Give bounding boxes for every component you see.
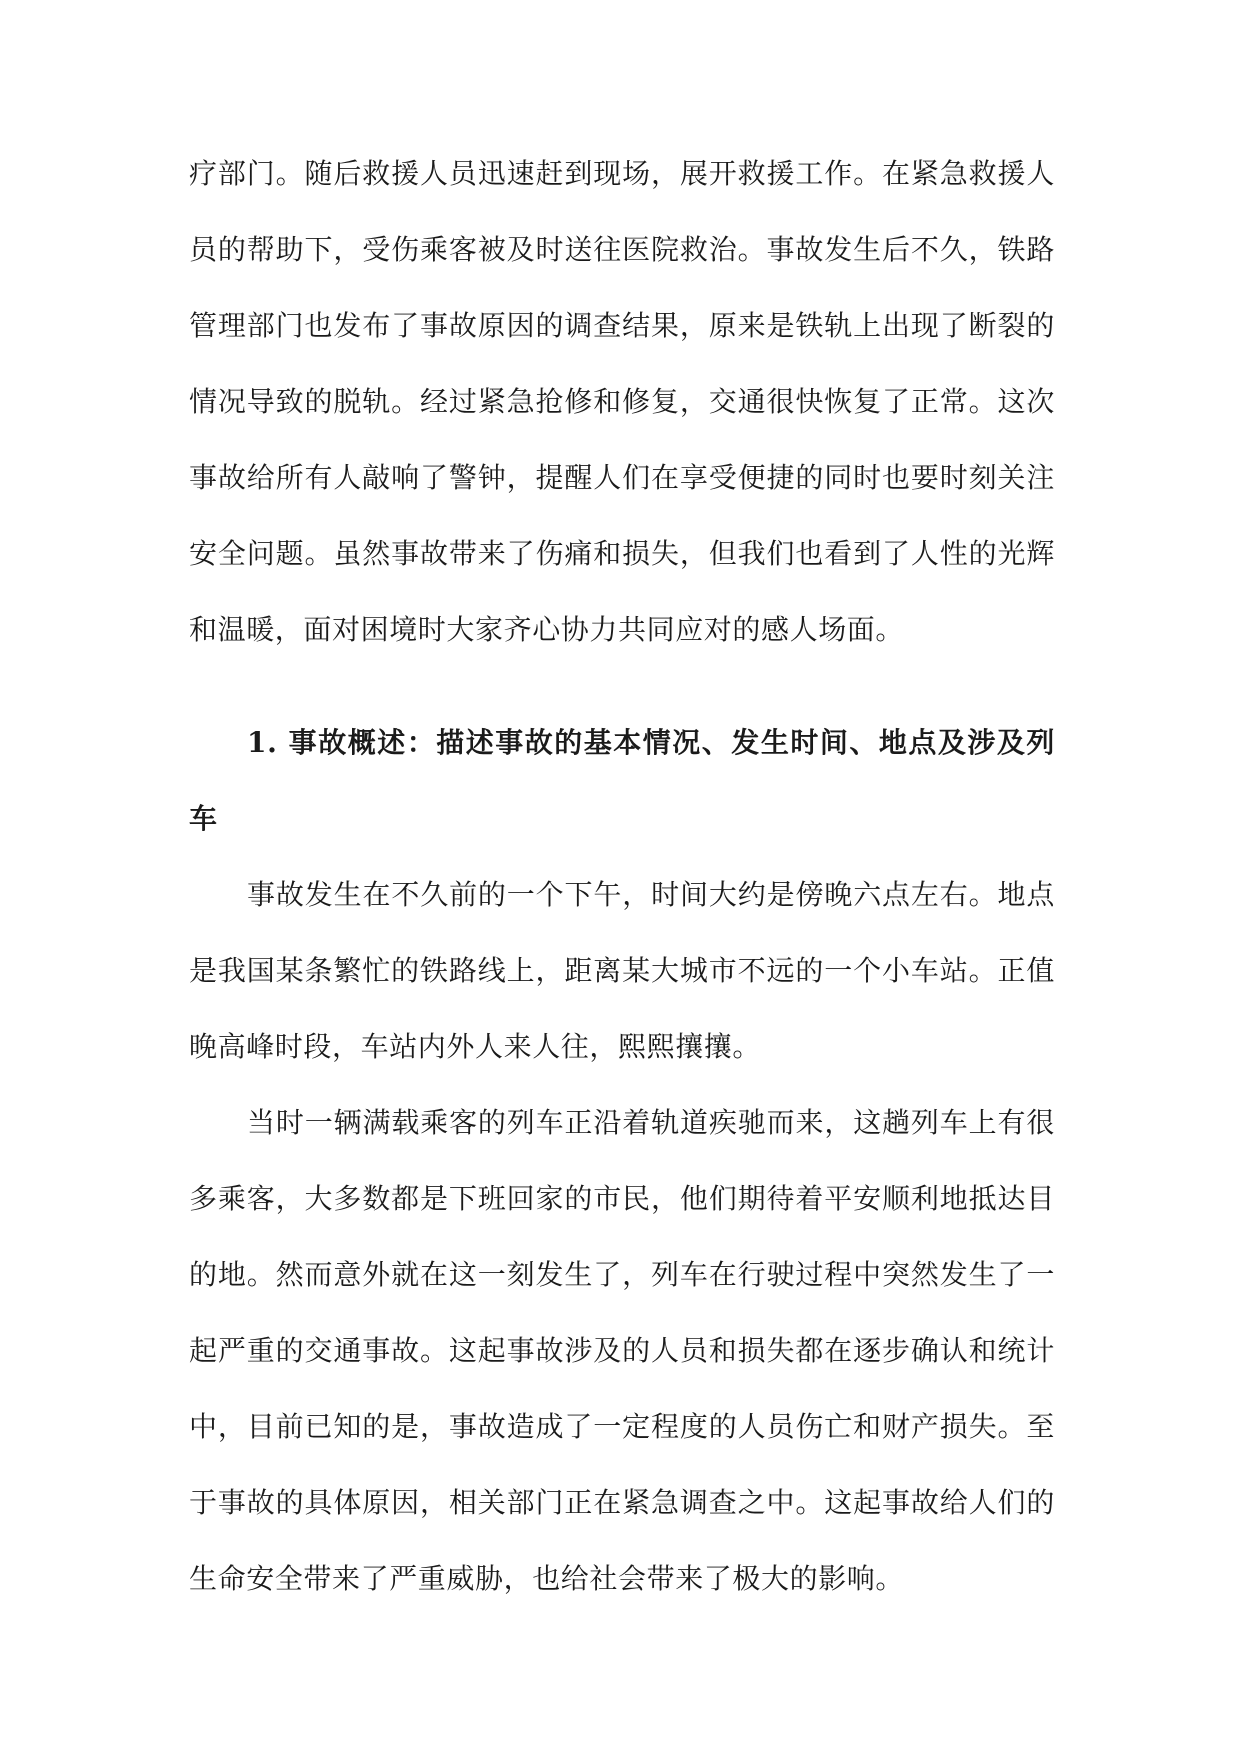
paragraph-line: 情况导致的脱轨。经过紧急抢修和修复，交通很快恢复了正常。这次 [189,385,1055,418]
paragraph-line: 管理部门也发布了事故原因的调查结果，原来是铁轨上出现了断裂的 [189,309,1055,342]
paragraph-line: 安全问题。虽然事故带来了伤痛和损失，但我们也看到了人性的光辉 [189,537,1055,570]
paragraph-line: 于事故的具体原因，相关部门正在紧急调查之中。这起事故给人们的 [189,1486,1055,1519]
paragraph-line: 起严重的交通事故。这起事故涉及的人员和损失都在逐步确认和统计 [189,1334,1055,1367]
paragraph-line: 的地。然而意外就在这一刻发生了，列车在行驶过程中突然发生了一 [189,1258,1055,1291]
paragraph-line: 事故发生在不久前的一个下午，时间大约是傍晚六点左右。地点 [247,878,1055,911]
paragraph-line: 多乘客，大多数都是下班回家的市民，他们期待着平安顺利地抵达目 [189,1182,1055,1215]
paragraph-line: 晚高峰时段，车站内外人来人往，熙熙攘攘。 [189,1030,762,1063]
paragraph-line: 中，目前已知的是，事故造成了一定程度的人员伤亡和财产损失。至 [189,1410,1055,1443]
section-heading: 车 [189,802,218,835]
paragraph-line: 是我国某条繁忙的铁路线上，距离某大城市不远的一个小车站。正值 [189,954,1055,987]
paragraph-line: 和温暖，面对困境时大家齐心协力共同应对的感人场面。 [189,613,905,646]
paragraph-line: 事故给所有人敲响了警钟，提醒人们在享受便捷的同时也要时刻关注 [189,461,1055,494]
section-heading: 1. 事故概述：描述事故的基本情况、发生时间、地点及涉及列 [247,726,1055,759]
paragraph-line: 生命安全带来了严重威胁，也给社会带来了极大的影响。 [189,1562,905,1595]
paragraph-line: 员的帮助下，受伤乘客被及时送往医院救治。事故发生后不久，铁路 [189,233,1055,266]
paragraph-line: 当时一辆满载乘客的列车正沿着轨道疾驰而来，这趟列车上有很 [247,1106,1055,1139]
paragraph-line: 疗部门。随后救援人员迅速赶到现场，展开救援工作。在紧急救援人 [189,157,1055,190]
